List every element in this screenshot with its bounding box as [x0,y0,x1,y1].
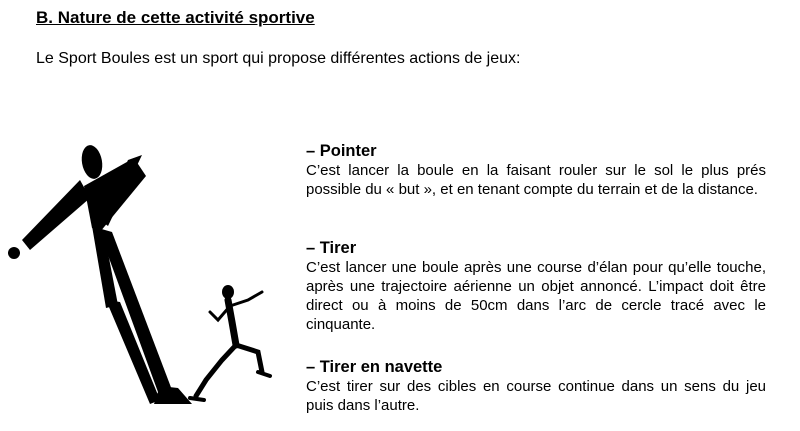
action-tirer-en-navette [306,357,766,415]
action-title: – Tirer [306,239,357,257]
sports-illustration [0,128,300,418]
boules-player-icon [8,144,192,404]
action-description: C’est lancer une boule après une course d’élan pour qu’elle touche, après une trajectoire aérienne un objet annoncé. L’impact doit être direct ou à moins de 50cm dans l’arc de cercle tracé avec le cinquante. [306,259,766,333]
action-pointer [306,141,766,199]
intro-text: Le Sport Boules est un sport qui propose différentes actions de jeux: [36,50,521,67]
action-title: – Tirer en navette [306,358,443,376]
action-tirer [306,238,766,334]
section-heading: B. Nature de cette activité sportive [36,8,315,27]
action-description: C’est lancer la boule en la faisant rouler sur le sol le plus prés possible du « but », et en tenant compte du terrain et de la distance. [306,162,766,198]
runner-icon [190,285,270,400]
action-description: C’est tirer sur des cibles en course continue dans un sens du jeu puis dans l’autre. [306,378,766,414]
action-title: – Pointer [306,142,377,160]
